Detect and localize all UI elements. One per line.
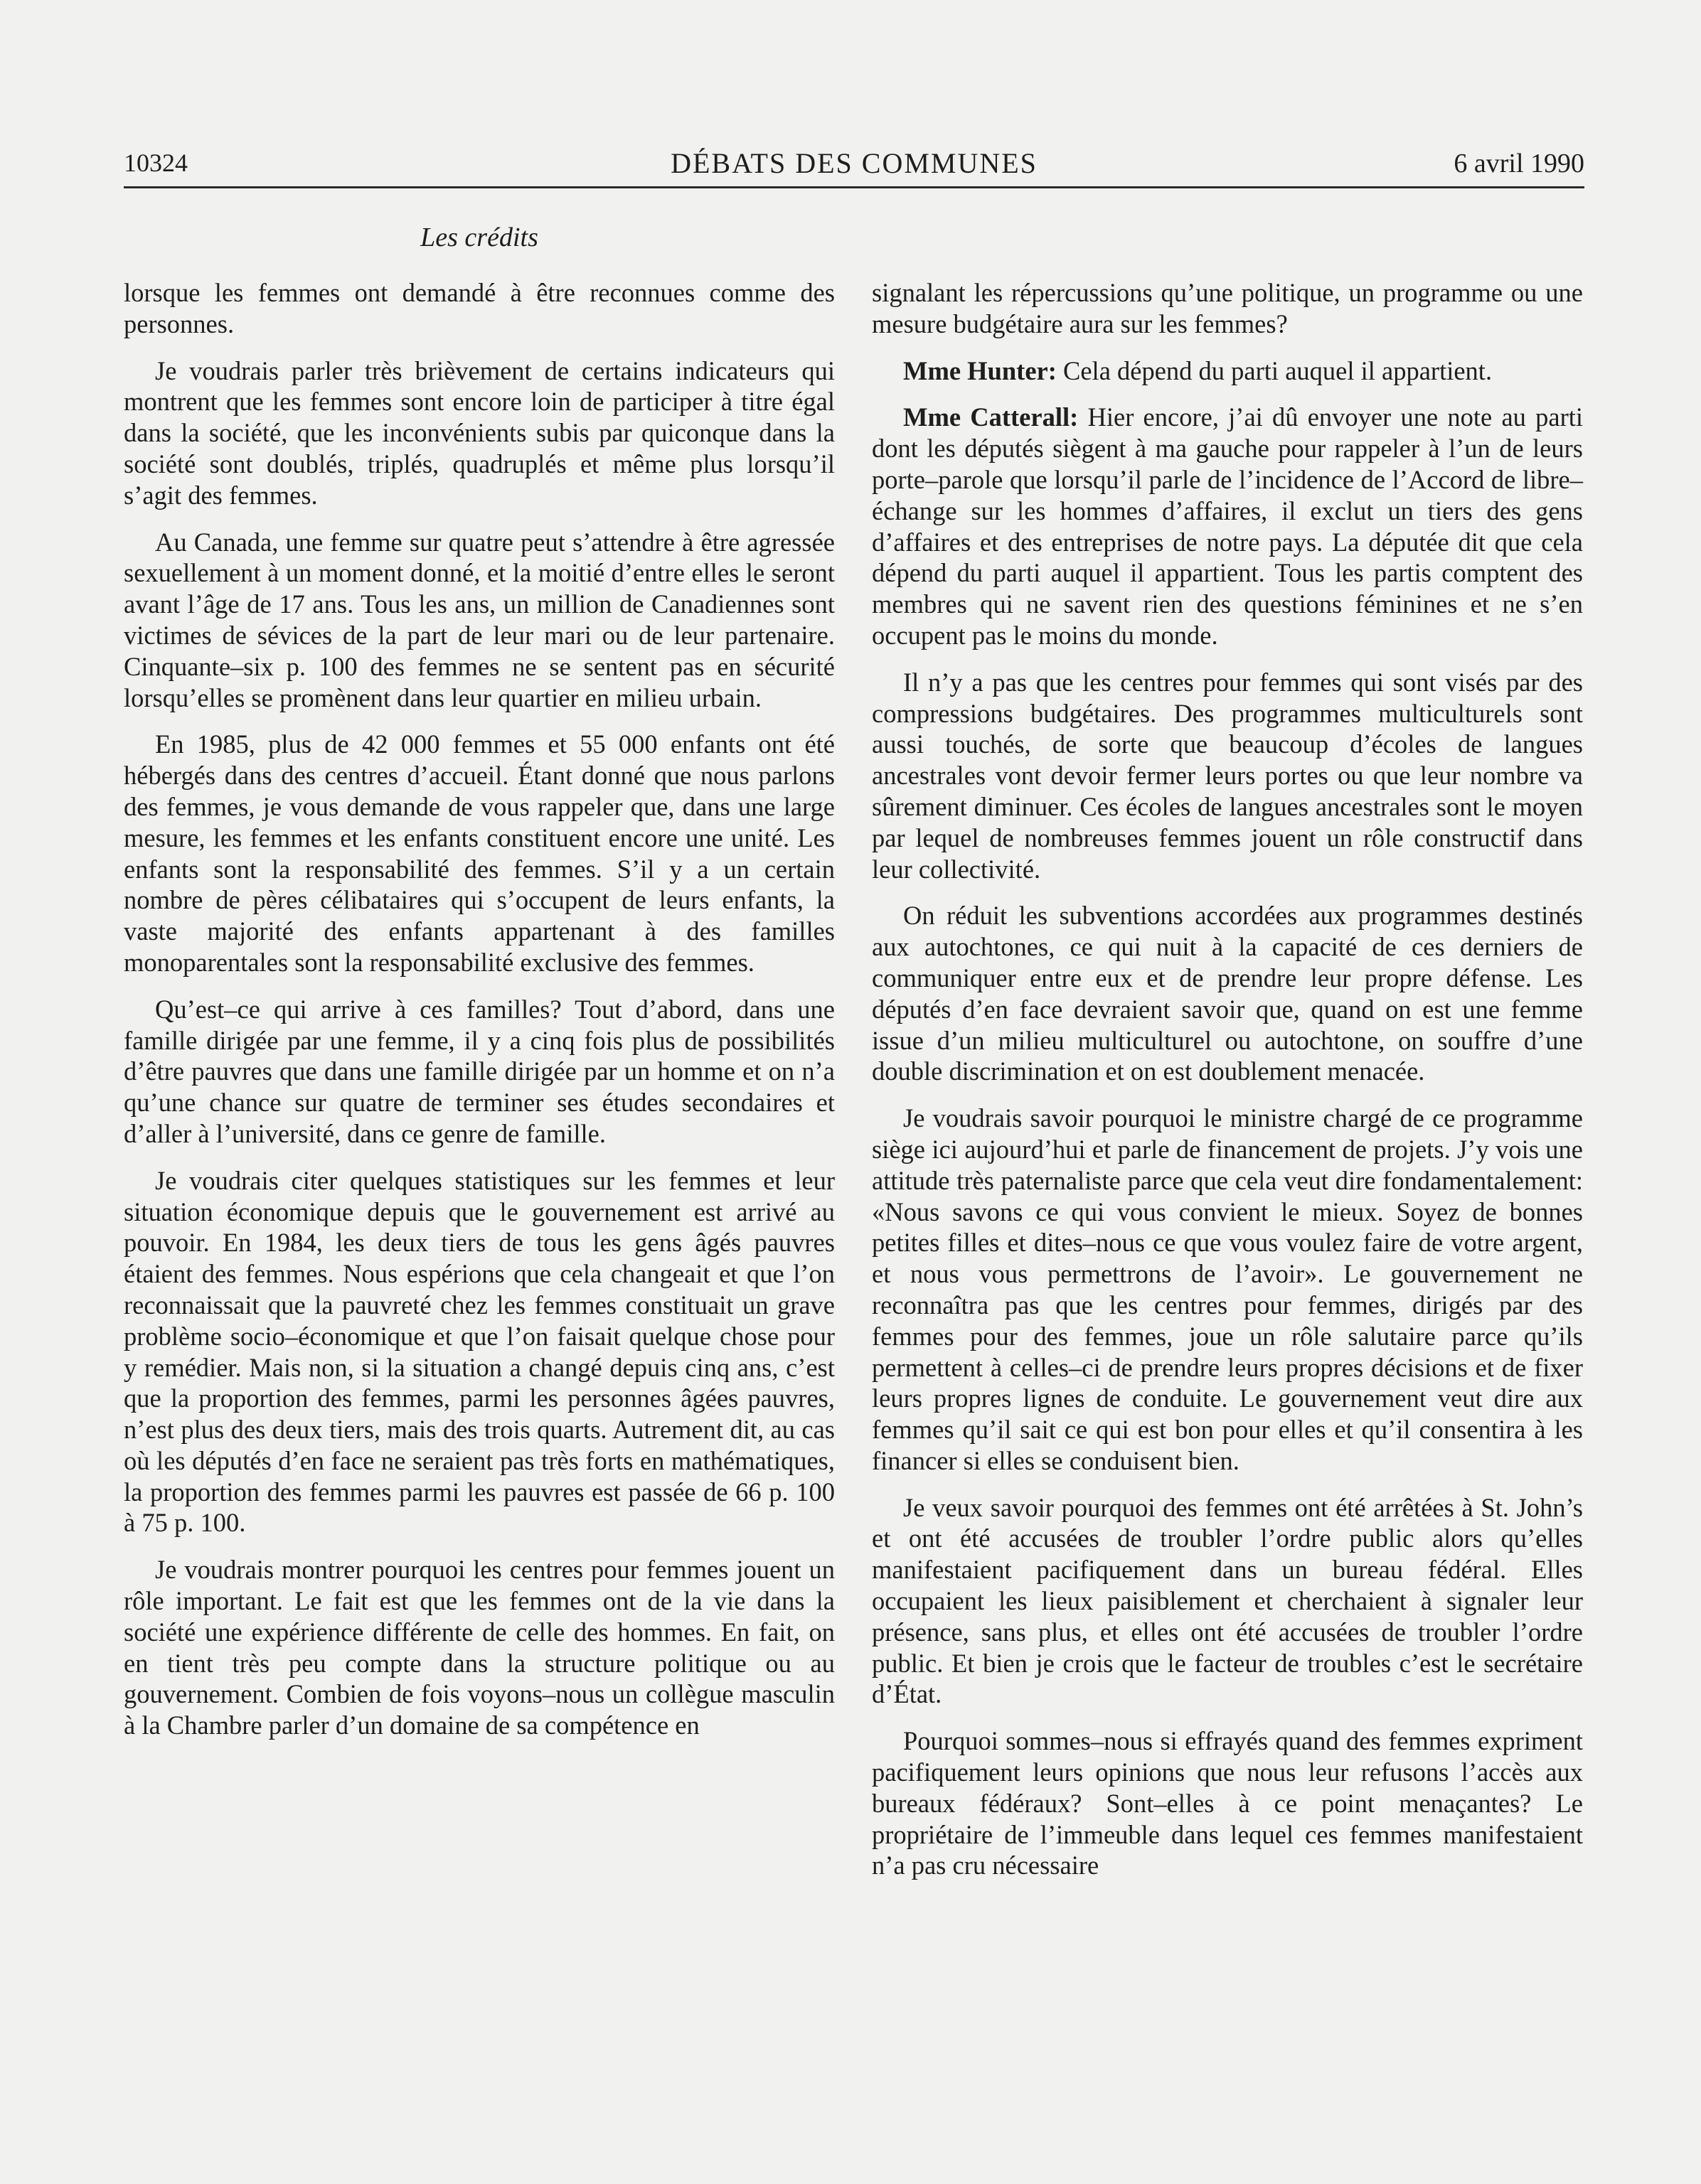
journal-title: DÉBATS DES COMMUNES xyxy=(671,147,1038,179)
paragraph: En 1985, plus de 42 000 femmes et 55 000 enfants ont été hébergés dans des centres d’accueil. Étant donné que nous parlons des femmes, je vous demande de vous rappeler que, dans une large mesure, les femmes et les enfants constituent encore une unité. Les enfants sont la responsabilité des femmes. S’il y a un certain nombre de pères célibataires qui s’occupent de leurs enfants, la vaste majorité des enfants appartenant à des familles monoparentales sont la responsabilité exclusive des femmes. xyxy=(124,729,835,977)
paragraph: Je voudrais citer quelques statistiques sur les femmes et leur situation économique depuis que le gouvernement est arrivé au pouvoir. En 1984, les deux tiers de tous les gens âgés pauvres étaient des femmes. Nous espérions que cela changeait et que l’on reconnaissait que la pauvreté chez les femmes constituait un grave problème socio–économique et que l’on faisait quelque chose pour y remédier. Mais non, si la situation a changé depuis cinq ans, c’est que la proportion des femmes, parmi les personnes âgées pauvres, n’est plus des deux tiers, mais des trois quarts. Autrement dit, au cas où les députés d’en face ne seraient pas très forts en mathématiques, la proportion des femmes parmi les pauvres est passée de 66 p. 100 à 75 p. 100. xyxy=(124,1165,835,1538)
page-number: 10324 xyxy=(124,149,188,177)
speech-text: Cela dépend du parti auquel il appartient. xyxy=(1056,355,1493,385)
paragraph: On réduit les subventions accordées aux programmes destinés aux autochtones, ce qui nuit à la capacité de ces derniers de communiquer entre eux et de prendre leur propre défense. Les députés d’en face devraient savoir que, quand on est une femme issue d’un milieu multiculturel ou autochtone, on souffre d’une double discrimination et on est doublement menacée. xyxy=(872,901,1583,1086)
paragraph: Je veux savoir pourquoi des femmes ont été arrêtées à St. John’s et ont été accusées de troubler l’ordre public alors qu’elles manifestaient pacifiquement dans un bureau fédéral. Elles occupaient les lieux paisiblement et cherchaient à signaler leur présence, sans plus, et elles ont été accusées de troubler l’ordre public. Et bien je crois que le facteur de troubles c’est le secrétaire d’État. xyxy=(872,1492,1583,1709)
speech-paragraph xyxy=(872,402,1583,651)
paragraph: Il n’y a pas que les centres pour femmes qui sont visés par des compressions budgétaires. Des programmes multiculturels sont aussi touchés, de sorte que beaucoup d’écoles de langues ancestrales vont devoir fermer leurs portes ou que leur nombre va sûrement diminuer. Ces écoles de langues ancestrales sont le moyen par lequel de nombreuses femmes jouent un rôle constructif dans leur collectivité. xyxy=(872,667,1583,884)
speaker-name: Mme Hunter: xyxy=(903,355,1057,385)
paragraph: Je voudrais savoir pourquoi le ministre chargé de ce programme siège ici aujourd’hui et parle de financement de projets. J’y vois une attitude très paternaliste parce que cela veut dire fondamentalement: «Nous savons ce qui vous convient le mieux. Soyez de bonnes petites filles et dites–nous ce que vous voulez faire de votre argent, et nous vous permettrons de l’avoir». Le gouvernement ne reconnaîtra pas que les centres pour femmes, dirigés par des femmes pour des femmes, joue un rôle salutaire parce qu’ils permettent à celles–ci de prendre leurs propres décisions et de fixer leurs propres lignes de conduite. Le gouvernement veut dire aux femmes qu’il sait ce qui est bon pour elles et qu’il consentira à les financer si elles se conduisent bien. xyxy=(872,1103,1583,1475)
paragraph: lorsque les femmes ont demandé à être reconnues comme des personnes. xyxy=(124,278,835,338)
speech-paragraph xyxy=(872,355,1583,387)
left-column xyxy=(124,277,835,1757)
paragraph: Je voudrais montrer pourquoi les centres pour femmes jouent un rôle important. Le fait est que les femmes ont de la vie dans la société une expérience différente de celle des hommes. En fait, on en tient très peu compte dans la structure politique ou au gouvernement. Combien de fois voyons–nous un collègue masculin à la Chambre parler d’un domaine de sa compétence en xyxy=(124,1555,835,1740)
section-title: Les crédits xyxy=(420,223,538,252)
paragraph: Au Canada, une femme sur quatre peut s’attendre à être agressée sexuellement à un moment donné, et la moitié d’entre elles le seront avant l’âge de 17 ans. Tous les ans, un million de Canadiennes sont victimes de sévices de la part de leur mari ou de leur partenaire. Cinquante–six p. 100 des femmes ne se sentent pas en sécurité lorsqu’elles se promènent dans leur quartier en milieu urbain. xyxy=(124,527,835,712)
publication-date: 6 avril 1990 xyxy=(1454,149,1584,178)
running-header xyxy=(124,142,1584,188)
paragraph: Qu’est–ce qui arrive à ces familles? Tout d’abord, dans une famille dirigée par une femme, il y a cinq fois plus de possibilités d’être pauvres que dans une famille dirigée par un homme et on n’a qu’une chance sur quatre de terminer ses études secondaires et d’aller à l’université, dans ce genre de famille. xyxy=(124,994,835,1148)
paragraph: Pourquoi sommes–nous si effrayés quand des femmes expriment pacifiquement leurs opinions que nous leur refusons l’accès aux bureaux fédéraux? Sont–elles à ce point menaçantes? Le propriétaire de l’immeuble dans lequel ces femmes manifestaient n’a pas cru nécessaire xyxy=(872,1726,1583,1880)
paragraph: signalant les répercussions qu’une politique, un programme ou une mesure budgétaire aura sur les femmes? xyxy=(872,278,1583,338)
speaker-name: Mme Catterall: xyxy=(903,402,1079,432)
right-column xyxy=(872,277,1583,1897)
paragraph: Je voudrais parler très brièvement de certains indicateurs qui montrent que les femmes sont encore loin de participer à titre égal dans la société, que les inconvénients subis par quiconque dans la société sont doublés, triplés, quadruplés et même plus lorsqu’il s’agit des femmes. xyxy=(124,355,835,510)
speech-text: Hier encore, j’ai dû envoyer une note au parti dont les députés siègent à ma gauche pour rappeler à l’un de leurs porte–parole que lorsqu’il parle de l’incidence de l’Accord de libre–échange sur les hommes d’affaires, il exclut un tiers des gens d’affaires et des entreprises de notre pays. La députée dit que cela dépend du parti auquel il appartient. Tous les partis comptent des membres qui ne savent rien des questions féminines et ne s’en occupent pas le moins du monde. xyxy=(872,402,1584,650)
